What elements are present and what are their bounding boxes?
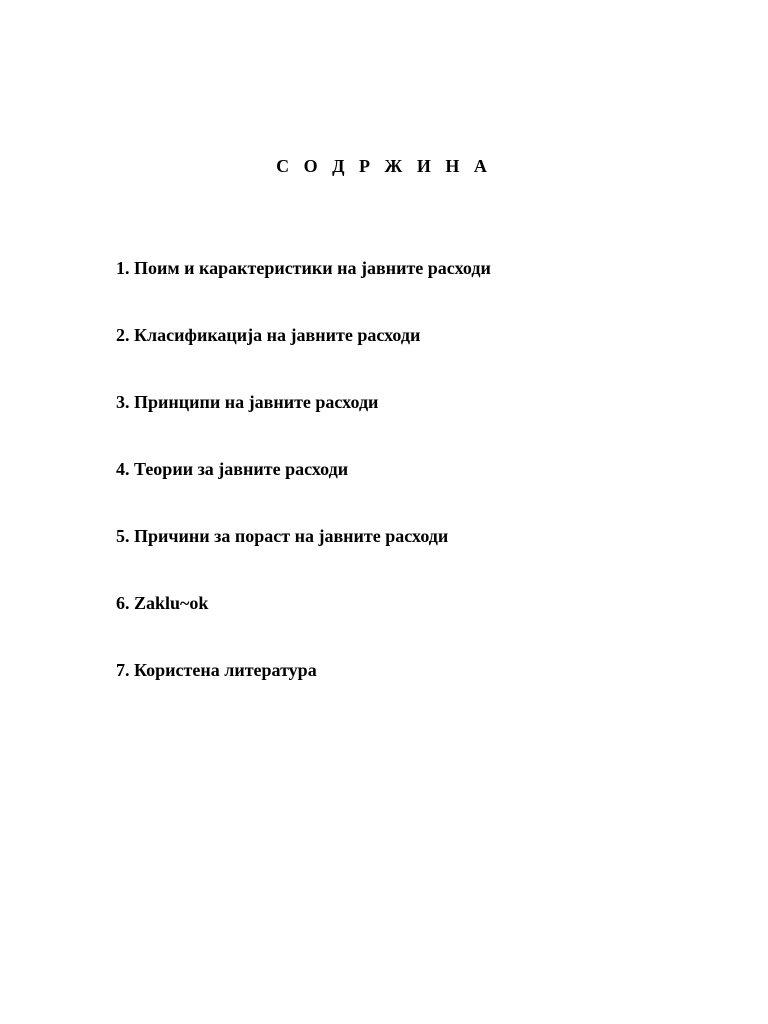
toc-item-5: 5. Причини за пораст на јавните расходи [116,526,449,546]
toc-item-2: 2. Класификација на јавните расходи [116,325,421,345]
table-of-contents [116,256,716,725]
toc-item-1: 1. Поим и карактеристики на јавните расходи [116,258,491,278]
page-title: С О Д Р Ж И Н А [276,156,492,176]
toc-item-6: 6. Zaklu~ok [116,593,209,613]
toc-item-3: 3. Принципи на јавните расходи [116,392,379,412]
toc-item-4: 4. Теории за јавните расходи [116,459,349,479]
toc-item-7: 7. Користена литература [116,660,317,680]
